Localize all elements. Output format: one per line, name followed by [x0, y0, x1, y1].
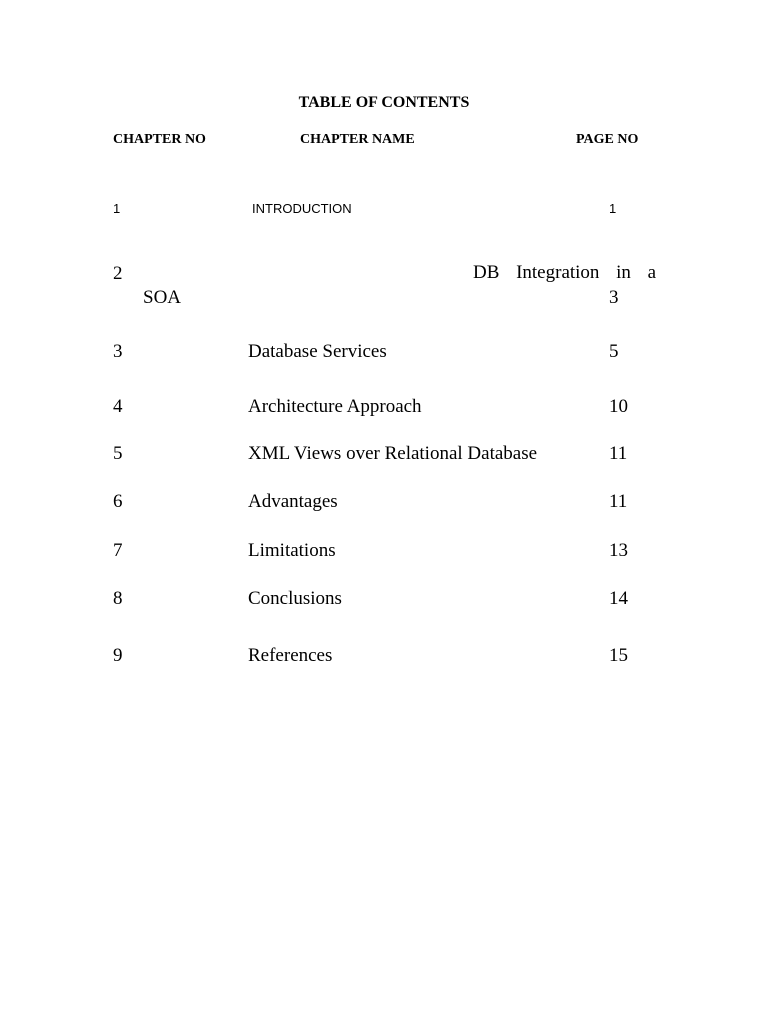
chapter-name-word: DB	[473, 262, 500, 283]
header-chapter-name: CHAPTER NAME	[300, 132, 415, 147]
page-number: 1	[609, 201, 617, 216]
chapter-name-word: Integration	[516, 262, 600, 283]
chapter-name: INTRODUCTION	[252, 201, 352, 216]
chapter-name: XML Views over Relational Database	[248, 443, 538, 464]
chapter-name: Conclusions	[248, 588, 342, 609]
page-number: 3	[609, 287, 619, 308]
page-number: 11	[609, 443, 628, 464]
page-number: 15	[609, 645, 628, 666]
chapter-number: 4	[113, 396, 123, 417]
page-number: 5	[609, 341, 619, 362]
page-number: 14	[609, 588, 628, 609]
chapter-name: Architecture Approach	[248, 396, 422, 417]
chapter-number: 9	[113, 645, 123, 666]
chapter-number: 8	[113, 588, 123, 609]
chapter-number: 3	[113, 341, 123, 362]
chapter-number: 7	[113, 540, 123, 561]
chapter-name-word: in	[616, 262, 631, 283]
page-number: 10	[609, 396, 628, 417]
header-page-no: PAGE NO	[576, 132, 639, 147]
chapter-name: Advantages	[248, 491, 338, 512]
page-number: 11	[609, 491, 628, 512]
chapter-name: Limitations	[248, 540, 336, 561]
chapter-name-line-2: SOA	[143, 287, 182, 308]
chapter-name-word: a	[647, 262, 656, 283]
chapter-name: References	[248, 645, 333, 666]
page-number: 13	[609, 540, 628, 561]
chapter-name: Database Services	[248, 341, 387, 362]
header-chapter-no: CHAPTER NO	[113, 132, 206, 147]
chapter-number: 5	[113, 443, 123, 464]
chapter-number: 6	[113, 491, 123, 512]
page-title: TABLE OF CONTENTS	[298, 94, 470, 111]
chapter-name-line-1	[473, 263, 656, 282]
chapter-number: 1	[113, 201, 121, 216]
chapter-number: 2	[113, 263, 123, 284]
